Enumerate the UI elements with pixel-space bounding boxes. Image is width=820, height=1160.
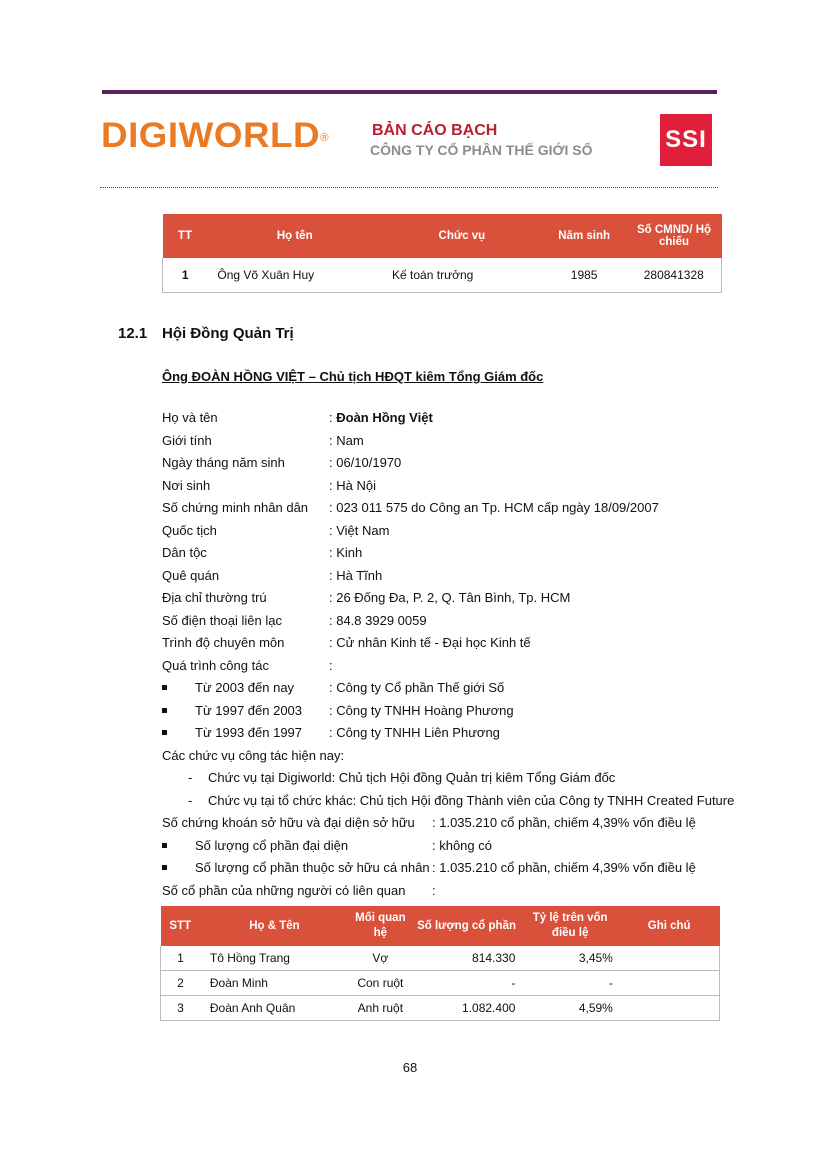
profile-value: : 84.8 3929 0059 <box>329 613 427 628</box>
position-text: Chức vụ tại Digiworld: Chủ tịch Hội đồng Quản trị kiêm Tổng Giám đốc <box>208 770 616 785</box>
cell-shares: - <box>412 971 522 996</box>
cell-shares: 814.330 <box>412 946 522 971</box>
profile-label: Quê quán <box>162 568 220 583</box>
profile-value: : Hà Nội <box>329 478 376 493</box>
profile-value: : Nam <box>329 433 364 448</box>
table-row <box>161 971 720 996</box>
col-header: Tỷ lệ trên vốn điều lệ <box>521 906 618 946</box>
related-persons-table <box>160 906 720 1021</box>
bullet-icon <box>162 843 167 848</box>
career-period: Từ 1997 đến 2003 <box>195 703 303 718</box>
person-heading: Ông ĐOÀN HỒNG VIỆT – Chủ tịch HĐQT kiêm Tổng Giám đốc <box>162 369 544 384</box>
cell-name: Đoàn Minh <box>200 971 349 996</box>
dash-icon: - <box>188 793 193 808</box>
shares-label: Số lượng cổ phần thuộc sở hữu cá nhân <box>195 860 430 875</box>
table-header-row <box>163 214 722 258</box>
profile-value: : Kinh <box>329 545 363 560</box>
cell-tt: 1 <box>163 258 208 293</box>
dash-icon: - <box>188 770 193 785</box>
col-header: STT <box>161 906 200 946</box>
career-company: : Công ty Cổ phần Thế giới Số <box>329 680 505 695</box>
col-header: TT <box>163 214 208 258</box>
profile-label: Họ và tên <box>162 410 218 425</box>
colon: : <box>329 410 337 425</box>
cell-position: Kế toán trưởng <box>382 258 542 293</box>
col-header: Mối quan hệ <box>349 906 412 946</box>
cell-relation: Vợ <box>349 946 412 971</box>
profile-label: Nơi sinh <box>162 478 211 493</box>
col-header: Chức vụ <box>382 214 542 258</box>
section-title: Hội Đồng Quản Trị <box>162 325 294 342</box>
career-company: : Công ty TNHH Hoàng Phương <box>329 703 514 718</box>
profile-label: Trình độ chuyên môn <box>162 635 285 650</box>
heading-text: Các chức vụ công tác hiện nay: <box>162 748 345 763</box>
cell-name: Ông Võ Xuân Huy <box>207 258 382 293</box>
shares-label: Số chứng khoán sở hữu và đại diện sở hữu <box>162 815 415 830</box>
cell-name: Đoàn Anh Quân <box>200 996 349 1021</box>
page-number: 68 <box>402 1060 418 1075</box>
shares-value: : <box>432 883 436 898</box>
bullet-icon <box>162 708 167 713</box>
company-name: CÔNG TY CỔ PHẦN THẾ GIỚI SỐ <box>370 142 593 158</box>
col-header: Họ & Tên <box>200 906 349 946</box>
position-text: Chức vụ tại tổ chức khác: Chủ tịch Hội đồng Thành viên của Công ty TNHH Created Future <box>208 793 735 808</box>
cell-ratio: 4,59% <box>521 996 618 1021</box>
profile-value: : 023 011 575 do Công an Tp. HCM cấp ngày 18/09/2007 <box>329 500 659 515</box>
col-header: Số CMND/ Hộ chiếu <box>627 214 722 258</box>
cell-shares: 1.082.400 <box>412 996 522 1021</box>
section-number: 12.1 <box>118 325 148 342</box>
career-period: Từ 1993 đến 1997 <box>195 725 303 740</box>
header-divider <box>100 187 718 188</box>
cell-ratio: 3,45% <box>521 946 618 971</box>
profile-label: Quá trình công tác <box>162 658 269 673</box>
profile-value: : Hà Tĩnh <box>329 568 383 583</box>
cell-year: 1985 <box>542 258 627 293</box>
cell-note <box>619 946 720 971</box>
document-title: BẢN CÁO BẠCH <box>372 122 498 139</box>
cell-relation: Anh ruột <box>349 996 412 1021</box>
cell-id: 280841328 <box>627 258 722 293</box>
col-header: Ghi chú <box>619 906 720 946</box>
profile-value: : Cử nhân Kinh tế - Đại học Kinh tế <box>329 635 531 650</box>
cell-note <box>619 996 720 1021</box>
header-accent-bar <box>102 90 717 94</box>
profile-label: Ngày tháng năm sinh <box>162 455 285 470</box>
profile-label: Số điện thoại liên lạc <box>162 613 282 628</box>
profile-label: Quốc tịch <box>162 523 217 538</box>
profile-value <box>329 408 433 428</box>
bullet-icon <box>162 685 167 690</box>
digiworld-logo <box>101 118 329 154</box>
registered-mark: ® <box>320 132 330 144</box>
profile-label: Số chứng minh nhân dân <box>162 500 309 515</box>
shares-label: Số cổ phần của những người có liên quan <box>162 883 406 898</box>
profile-value: : Việt Nam <box>329 523 390 538</box>
bullet-icon <box>162 730 167 735</box>
career-company: : Công ty TNHH Liên Phương <box>329 725 500 740</box>
shares-value: : không có <box>432 838 492 853</box>
cell-note <box>619 971 720 996</box>
shares-value: : 1.035.210 cổ phần, chiếm 4,39% vốn điều lệ <box>432 860 696 875</box>
ssi-logo <box>660 114 712 166</box>
profile-value: : 06/10/1970 <box>329 455 402 470</box>
profile-label: Địa chỉ thường trú <box>162 590 267 605</box>
career-period: Từ 2003 đến nay <box>195 680 295 695</box>
management-table <box>162 214 722 293</box>
logo-text: DIGIWORLD <box>101 116 321 155</box>
shares-value: : 1.035.210 cổ phần, chiếm 4,39% vốn điều lệ <box>432 815 696 830</box>
ssi-logo-text: SSI <box>665 126 707 153</box>
col-header: Họ tên <box>207 214 382 258</box>
col-header: Số lượng cổ phần <box>412 906 522 946</box>
cell-name: Tô Hồng Trang <box>200 946 349 971</box>
table-row <box>161 996 720 1021</box>
profile-value: : 26 Đống Đa, P. 2, Q. Tân Bình, Tp. HCM <box>329 590 571 605</box>
cell-ratio: - <box>521 971 618 996</box>
cell-stt: 2 <box>161 971 200 996</box>
table-row <box>161 946 720 971</box>
cell-stt: 1 <box>161 946 200 971</box>
cell-relation: Con ruột <box>349 971 412 996</box>
full-name: Đoàn Hồng Việt <box>336 410 433 425</box>
profile-label: Dân tộc <box>162 545 207 560</box>
table-header-row <box>161 906 720 946</box>
cell-stt: 3 <box>161 996 200 1021</box>
col-header: Năm sinh <box>542 214 627 258</box>
profile-value: : <box>329 658 333 673</box>
table-row <box>163 258 722 293</box>
profile-label: Giới tính <box>162 433 212 448</box>
bullet-icon <box>162 865 167 870</box>
shares-label: Số lượng cổ phần đại diện <box>195 838 349 853</box>
